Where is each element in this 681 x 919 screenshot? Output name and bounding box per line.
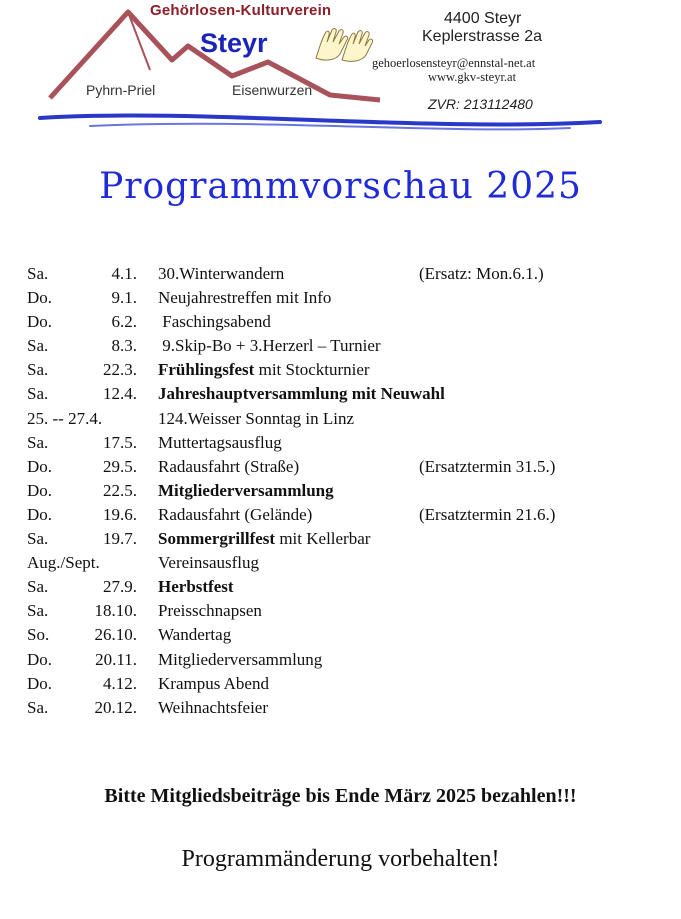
event-date: 26.10. <box>94 625 137 645</box>
event-day: Do. <box>27 288 53 308</box>
event-date: 9.1. <box>111 288 137 308</box>
event-title-text: 30.Winterwandern <box>158 264 285 283</box>
event-row <box>27 262 667 286</box>
event-title <box>158 527 370 551</box>
event-date: 4.1. <box>111 264 137 283</box>
page-title: Programmvorschau 2025 <box>99 166 582 207</box>
region-left: Pyhrn-Priel <box>86 82 156 98</box>
event-title-text: Wandertag <box>158 625 232 645</box>
event-day: Do. <box>27 312 53 332</box>
event-row <box>27 551 667 575</box>
event-row <box>27 599 667 623</box>
event-row <box>27 358 667 382</box>
event-day: Do. <box>27 480 53 500</box>
event-date: 8.3. <box>111 336 137 356</box>
event-row <box>27 334 667 358</box>
email-address[interactable]: gehoerlosensteyr@ennstal-net.at <box>372 56 536 70</box>
event-day: Sa. <box>27 336 49 356</box>
change-reservation-note: Programmänderung vorbehalten! <box>181 846 500 872</box>
event-title-bold: Mitgliederversammlung <box>158 480 334 500</box>
event-title <box>158 696 268 720</box>
event-title <box>158 551 259 575</box>
event-title-text: 124.Weisser Sonntag in Linz <box>158 408 354 428</box>
event-date: 22.5. <box>103 480 137 500</box>
event-title <box>158 479 334 503</box>
event-date: 18.10. <box>94 601 137 621</box>
zvr-number: ZVR: 213112480 <box>428 96 533 112</box>
signing-hands-icon <box>312 24 374 64</box>
event-row <box>27 479 667 503</box>
event-day: Sa. <box>27 601 49 621</box>
event-day: Do. <box>27 504 53 524</box>
event-title-text: Radausfahrt (Straße) <box>158 456 300 476</box>
address-line-2: Keplerstrasse 2a <box>422 28 543 45</box>
address-line-1: 4400 Steyr <box>444 10 522 27</box>
membership-fee-notice: Bitte Mitgliedsbeiträge bis Ende März 2025 bezahlen!!! <box>104 785 577 807</box>
event-day: Sa. <box>27 264 49 283</box>
event-day: Sa. <box>27 577 49 597</box>
event-date: 19.7. <box>103 529 137 549</box>
event-day: Do. <box>27 456 53 476</box>
event-title-text: Neujahrestreffen mit Info <box>158 288 332 308</box>
event-row <box>27 286 667 310</box>
event-date: 4.12. <box>103 673 137 693</box>
event-alternate-date: (Ersatztermin 21.6.) <box>419 504 556 524</box>
event-day: So. <box>27 625 50 645</box>
event-title-text: mit Kellerbar <box>275 529 371 549</box>
event-title <box>158 310 271 334</box>
event-date: 20.12. <box>94 697 137 717</box>
event-date: 6.2. <box>111 312 137 332</box>
event-date: 20.11. <box>95 649 137 669</box>
event-day: Sa. <box>27 360 49 380</box>
event-row <box>27 623 667 647</box>
event-row <box>27 382 667 406</box>
event-title-bold: Herbstfest <box>158 577 234 597</box>
event-row <box>27 527 667 551</box>
event-row <box>27 648 667 672</box>
event-title <box>158 599 262 623</box>
event-title <box>158 431 282 455</box>
event-title <box>158 334 381 358</box>
event-row <box>27 310 667 334</box>
event-date: 12.4. <box>103 384 137 404</box>
event-day: Sa. <box>27 529 49 549</box>
event-day: Do. <box>27 649 53 669</box>
event-title-text: Radausfahrt (Gelände) <box>158 504 313 524</box>
event-title-bold: Sommergrillfest <box>158 529 276 549</box>
event-title <box>158 358 370 382</box>
event-title <box>158 672 269 696</box>
club-city: Steyr <box>200 28 268 58</box>
event-title-text: Mitgliederversammlung <box>158 649 323 669</box>
event-title <box>158 503 312 527</box>
club-name: Gehörlosen-Kulturverein <box>150 2 332 19</box>
event-title <box>158 575 234 599</box>
region-right: Eisenwurzen <box>232 82 313 98</box>
event-schedule <box>27 262 667 720</box>
event-title-text: Faschingsabend <box>158 312 271 332</box>
swoosh-underline <box>0 104 681 134</box>
event-row <box>27 575 667 599</box>
event-title-text: Weihnachtsfeier <box>158 697 269 717</box>
event-title <box>158 382 445 406</box>
event-day: Do. <box>27 673 53 693</box>
event-alternate-date: (Ersatz: Mon.6.1.) <box>419 264 544 283</box>
event-row <box>27 696 667 720</box>
letterhead <box>0 0 681 140</box>
event-title-text: 9.Skip-Bo + 3.Herzerl – Turnier <box>158 336 381 356</box>
event-title-text: Preisschnapsen <box>158 601 262 621</box>
event-day: Sa. <box>27 432 49 452</box>
event-title-text: mit Stockturnier <box>254 360 370 380</box>
website-link[interactable]: www.gkv-steyr.at <box>428 70 517 84</box>
event-title <box>158 623 231 647</box>
event-title <box>158 407 354 431</box>
event-title <box>158 648 322 672</box>
event-day: Sa. <box>27 697 49 717</box>
event-date: 19.6. <box>103 504 137 524</box>
event-row <box>27 672 667 696</box>
event-row <box>27 503 667 527</box>
event-title-text: Vereinsausflug <box>158 553 260 573</box>
event-title-text: Muttertagsausflug <box>158 432 282 452</box>
event-date: Aug./Sept. <box>27 553 100 573</box>
event-row <box>27 455 667 479</box>
event-title-bold: Jahreshauptversammlung mit Neuwahl <box>158 384 445 404</box>
event-title <box>158 286 331 310</box>
event-row <box>27 431 667 455</box>
event-alternate-date: (Ersatztermin 31.5.) <box>419 456 556 476</box>
event-title <box>158 262 284 286</box>
event-title-bold: Frühlingsfest <box>158 360 255 380</box>
event-date: 17.5. <box>103 432 137 452</box>
event-date: 27.9. <box>103 577 137 597</box>
event-title-text: Krampus Abend <box>158 673 269 693</box>
event-row <box>27 407 667 431</box>
event-title <box>158 455 299 479</box>
event-date: 29.5. <box>103 456 137 476</box>
event-day: Sa. <box>27 384 49 404</box>
event-date: 25. -- 27.4. <box>27 408 103 428</box>
event-date: 22.3. <box>103 360 137 380</box>
